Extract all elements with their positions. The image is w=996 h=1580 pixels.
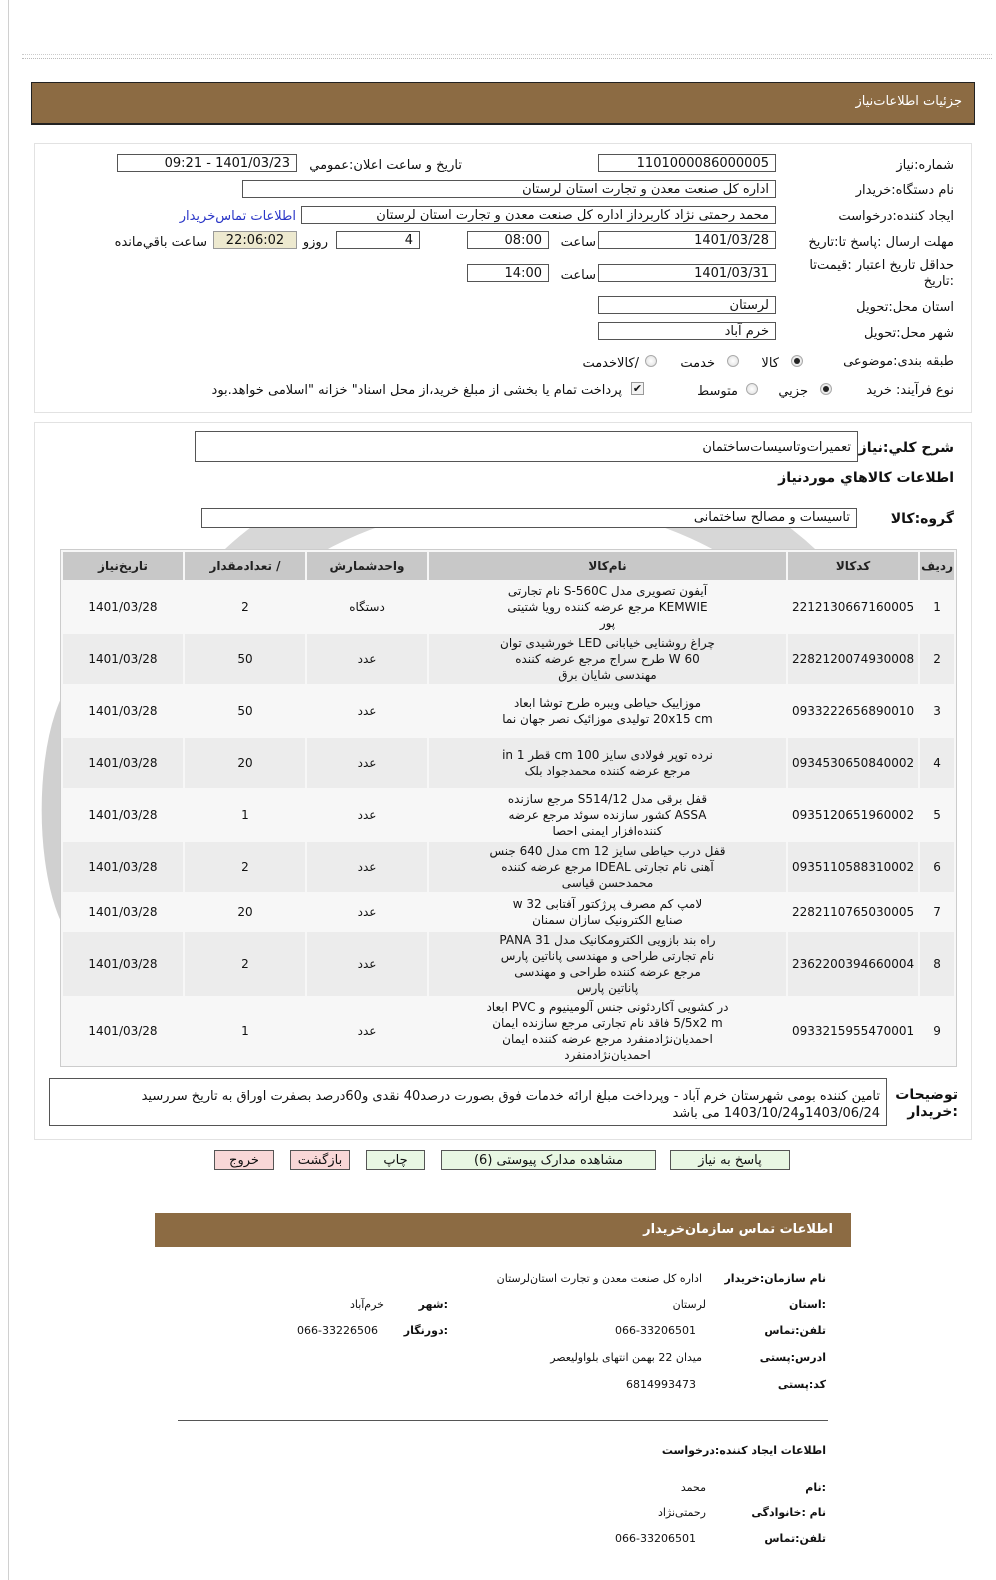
row-number: 7	[920, 894, 954, 930]
item-quantity: 50	[185, 686, 305, 736]
item-unit: عدد	[307, 686, 427, 736]
table-row	[63, 790, 954, 840]
table-row	[63, 686, 954, 736]
item-unit: عدد	[307, 894, 427, 930]
contact-address-label: ادرس:پستی	[759, 1351, 826, 1364]
item-unit: عدد	[307, 738, 427, 788]
contact-city-label: :شهر	[418, 1298, 448, 1311]
requester-phone-value: 066-33206501	[615, 1532, 696, 1545]
delivery-province-label: استان محل:تحويل	[856, 300, 954, 315]
buyer-contact-link[interactable]: اطلاعات تماس‌خريدار	[179, 209, 296, 224]
item-unit: عدد	[307, 842, 427, 892]
response-time-field[interactable]: 08:00	[467, 231, 549, 249]
col-header-quantity: / تعدادمقدار	[185, 552, 305, 580]
requester-info-title: اطلاعات ايجاد کننده:درخواست	[661, 1444, 826, 1457]
requester-label: ايجاد کننده:درخواست	[838, 209, 954, 224]
response-time-label: ساعت	[560, 235, 596, 250]
row-number: 8	[920, 932, 954, 996]
buyer-notes-label: توضيحات :خريدار	[895, 1087, 958, 1120]
process-type-label: نوع فرآيند: خريد	[866, 383, 954, 398]
col-header-code: کدکالا	[788, 552, 918, 580]
process-option-medium: متوسط	[697, 384, 738, 399]
need-number-label: شماره:نياز	[896, 158, 954, 173]
validity-time-label: ساعت	[560, 268, 596, 283]
price-validity-label: حداقل تاريخ اعتبار :قيمت‌تا :تاريخ	[809, 258, 954, 289]
exit-button[interactable]: خروج	[214, 1150, 274, 1170]
row-number: 1	[920, 582, 954, 632]
row-number: 2	[920, 634, 954, 684]
item-name: قفل برقی مدل S514/12 مرجع سازنده ASSA کشور سازنده سوئد مرجع عرضه کننده‌افزار ايمنی احصا	[429, 790, 786, 840]
treasury-checkbox[interactable]: ✔	[632, 382, 643, 395]
col-header-row-number: رديف	[920, 552, 954, 580]
buyer-contact-section-bar	[155, 1213, 851, 1247]
days-remaining-field: 4	[336, 231, 420, 249]
top-divider	[22, 54, 992, 59]
item-need-date: 1401/03/28	[63, 686, 183, 736]
item-quantity: 1	[185, 998, 305, 1064]
contact-address-value: ميدان 22 بهمن انتهای بلواوليعصر	[550, 1351, 702, 1364]
item-need-date: 1401/03/28	[63, 998, 183, 1064]
buyer-notes-field: تامين کننده بومی شهرستان خرم آباد - وپرداخت مبلغ ارائه خدمات فوق بصورت درصد40 نقدی و60درصد بصفرت اوراق به تاريخ سررسيد 1403/06/24و1403/10/24 می باشد	[49, 1078, 887, 1126]
page-left-border	[8, 0, 9, 1580]
header-title: جزئيات اطلاعات‌نياز	[855, 94, 962, 109]
contact-province-value: لرستان	[672, 1298, 706, 1311]
item-need-date: 1401/03/28	[63, 582, 183, 632]
contact-org-label: نام سازمان:خريدار	[724, 1272, 826, 1285]
need-number-field[interactable]: 1101000086000005	[598, 154, 776, 172]
item-name: قفل درب حياطی سايز 12 cm مدل 640 جنس آهنی نام تجارتی IDEAL مرجع عرضه کننده محمدحسن قياسی	[429, 842, 786, 892]
validity-time-field[interactable]: 14:00	[467, 264, 549, 282]
col-header-name: نام‌کالا	[429, 552, 786, 580]
treasury-checkbox-label: پرداخت تمام يا بخشی از مبلغ خريد،از محل اسناد" خزانه "اسلامی خواهد.بود	[211, 383, 622, 398]
buyer-org-field[interactable]: اداره کل صنعت معدن و تجارت استان لرستان	[242, 180, 776, 198]
delivery-city-field[interactable]: خرم آباد	[598, 322, 776, 340]
row-number: 9	[920, 998, 954, 1064]
table-header-row	[63, 552, 954, 580]
item-unit: دستگاه	[307, 582, 427, 632]
item-quantity: 2	[185, 932, 305, 996]
print-button[interactable]: چاپ	[366, 1150, 425, 1170]
contact-city-value: خرم‌آباد	[349, 1298, 384, 1311]
goods-group-label: گروه:کالا	[890, 511, 954, 527]
item-quantity: 2	[185, 582, 305, 632]
back-button[interactable]: بازگشت	[290, 1150, 350, 1170]
item-code: 0935120651960002	[788, 790, 918, 840]
item-code: 0933222656890010	[788, 686, 918, 736]
item-code: 0933215955470001	[788, 998, 918, 1064]
response-deadline-label: مهلت ارسال :پاسخ تا:تاريخ	[808, 235, 954, 250]
item-quantity: 20	[185, 894, 305, 930]
table-row	[63, 582, 954, 632]
contact-fax-label: :دورنگار	[403, 1324, 448, 1337]
table-row	[63, 842, 954, 892]
validity-date-field[interactable]: 1401/03/31	[598, 264, 776, 282]
item-need-date: 1401/03/28	[63, 842, 183, 892]
time-remaining-label: ساعت باقي‌مانده	[114, 235, 207, 250]
delivery-province-field[interactable]: لرستان	[598, 296, 776, 314]
item-need-date: 1401/03/28	[63, 894, 183, 930]
summary-field: تعميرات‌وتاسيسات‌ساختمان	[195, 431, 858, 462]
category-radio-goods-service[interactable]	[645, 355, 657, 367]
respond-button[interactable]: پاسخ به نياز	[670, 1150, 790, 1170]
item-code: 2362200394660004	[788, 932, 918, 996]
item-quantity: 20	[185, 738, 305, 788]
table-row	[63, 932, 954, 996]
contact-postal-value: 6814993473	[626, 1378, 696, 1391]
item-need-date: 1401/03/28	[63, 634, 183, 684]
item-code: 2282120074930008	[788, 634, 918, 684]
requester-field[interactable]: محمد رحمتی نژاد کاربرداز اداره کل صنعت معدن و تجارت استان لرستان	[301, 206, 776, 224]
item-code: 2212130667160005	[788, 582, 918, 632]
process-option-minor: جزيي	[778, 384, 808, 399]
item-need-date: 1401/03/28	[63, 738, 183, 788]
announce-datetime-field[interactable]: 1401/03/23 - 09:21	[117, 154, 297, 172]
item-quantity: 50	[185, 634, 305, 684]
contact-fax-value: 066-33226506	[297, 1324, 378, 1337]
requester-first-name-label: :نام	[805, 1481, 826, 1494]
details-header-bar	[31, 82, 975, 125]
item-unit: عدد	[307, 634, 427, 684]
col-header-unit: واحدشمارش	[307, 552, 427, 580]
item-need-date: 1401/03/28	[63, 932, 183, 996]
item-code: 0934530650840002	[788, 738, 918, 788]
category-option-goods: کالا	[761, 356, 779, 371]
item-name: چراغ روشنايی خيابانی LED خورشيدی توان 60 W طرح سراج مرجع عرضه کننده مهندسی شايان برق	[429, 634, 786, 684]
goods-table	[60, 549, 957, 1067]
row-number: 4	[920, 738, 954, 788]
row-number: 6	[920, 842, 954, 892]
requester-last-name-value: رحمتی‌نژاد	[657, 1506, 706, 1519]
response-date-field[interactable]: 1401/03/28	[598, 231, 776, 249]
category-option-service: خدمت	[680, 356, 715, 371]
table-row	[63, 738, 954, 788]
delivery-city-label: شهر محل:تحويل	[864, 326, 954, 341]
item-name: لامپ کم مصرف پرژکتور آفتابی 32 w صنايع الکترونيک سازان سمنان	[429, 894, 786, 930]
col-header-need-date: تاريخ‌نياز	[63, 552, 183, 580]
table-row	[63, 894, 954, 930]
contact-section-title: اطلاعات تماس سازمان‌خريدار	[643, 1222, 833, 1237]
time-remaining-field: 22:06:02	[213, 231, 297, 249]
days-label: روزو	[302, 235, 328, 250]
contact-postal-label: کد:پستی	[777, 1378, 826, 1391]
item-name: آيفون تصويری مدل S-560C نام تجارتی KEMWIE مرجع عرضه کننده رويا شتيتی پور	[429, 582, 786, 632]
announce-datetime-label: تاريخ و ساعت اعلان:عمومي	[309, 158, 462, 173]
summary-label: شرح کلي:نياز	[858, 440, 954, 456]
item-code: 2282110765030005	[788, 894, 918, 930]
contact-province-label: :استان	[789, 1298, 826, 1311]
requester-phone-label: تلفن:تماس	[764, 1532, 826, 1545]
buyer-org-label: نام دستگاه:خريدار	[855, 183, 954, 198]
contact-phone-value: 066-33206501	[615, 1324, 696, 1337]
category-label: طبقه بندی:موضوعی	[843, 354, 954, 369]
section-divider	[178, 1420, 828, 1421]
process-radio-medium[interactable]	[746, 383, 758, 395]
category-radio-service[interactable]	[727, 355, 739, 367]
item-code: 0935110588310002	[788, 842, 918, 892]
item-unit: عدد	[307, 790, 427, 840]
category-option-goods-service: /کالاخدمت	[582, 356, 639, 371]
table-row	[63, 998, 954, 1064]
row-number: 5	[920, 790, 954, 840]
item-name: موزاييک حياطی ويبره طرح توشا ابعاد 20x15 cm توليدی موزائيک نصر جهان نما	[429, 686, 786, 736]
category-radio-goods[interactable]	[791, 355, 803, 367]
goods-heading: اطلاعات کالاهاي موردنياز	[778, 470, 954, 486]
row-number: 3	[920, 686, 954, 736]
requester-first-name-value: محمد	[680, 1481, 706, 1494]
item-name: راه بند بازويی الکترومکانيک مدل PANA 31 نام تجارتی طراحی و مهندسی پاناتين پارس مرجع عرضه کننده طراحی و مهندسی پاناتين پارس	[429, 932, 786, 996]
item-unit: عدد	[307, 932, 427, 996]
item-unit: عدد	[307, 998, 427, 1064]
contact-org-value: اداره کل صنعت معدن و تجارت استان‌لرستان	[496, 1272, 702, 1285]
contact-phone-label: تلفن:تماس	[764, 1324, 826, 1337]
attachments-button[interactable]: مشاهده مدارک پيوستی (6)	[441, 1150, 656, 1170]
item-quantity: 2	[185, 842, 305, 892]
item-name: در کشويی آکاردئونی جنس آلومينيوم و PVC ابعاد 5/5x2 m فاقد نام تجارتی مرجع سازنده ايمان احمديان‌نژادمنفرد مرجع عرضه کننده ايمان احمديان‌نژادمنفرد	[429, 998, 786, 1064]
goods-group-field: تاسيسات و مصالح ساختمانی	[201, 508, 857, 528]
process-radio-minor[interactable]	[820, 383, 832, 395]
requester-last-name-label: نام :خانوادگی	[751, 1506, 826, 1519]
item-name: نرده توپر فولادی سايز 100 cm قطر 1 in مرجع عرضه کننده محمدجواد بلک	[429, 738, 786, 788]
item-need-date: 1401/03/28	[63, 790, 183, 840]
table-row	[63, 634, 954, 684]
item-quantity: 1	[185, 790, 305, 840]
